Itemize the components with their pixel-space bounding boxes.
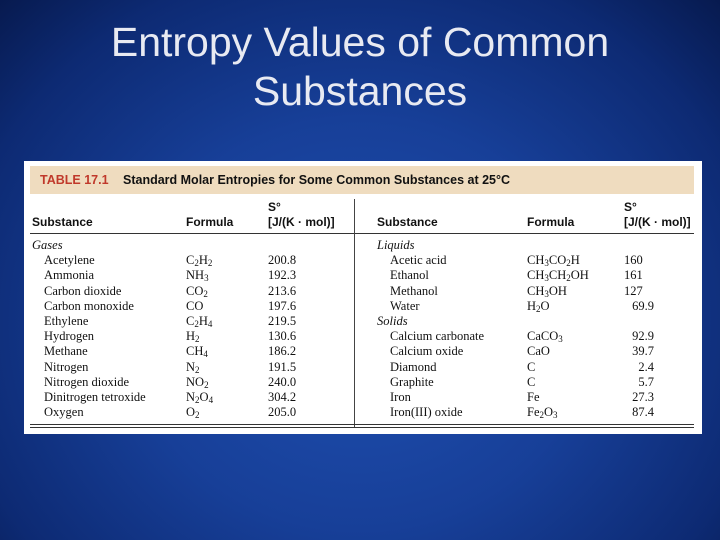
entropy-cell: 27.3 <box>632 390 654 404</box>
entropy-cell: 186.2 <box>268 344 297 359</box>
substance-cell: Nitrogen dioxide <box>44 374 130 389</box>
formula-cell: $C_2H_4$ <box>186 314 213 329</box>
formula-cell: $Fe_2O_3$ <box>527 405 558 421</box>
entropy-cell: 192.3 <box>268 268 297 283</box>
header-formula-right: Formula <box>527 215 575 229</box>
substance-cell: Hydrogen <box>44 329 94 344</box>
substance-cell: Calcium carbonate <box>390 329 485 344</box>
formula-cell: $CH_4$ <box>186 344 208 360</box>
entropy-cell: 160 <box>624 253 643 268</box>
entropy-cell: 39.7 <box>632 344 654 359</box>
substance-cell: Methanol <box>390 283 438 298</box>
formula-cell: $CH_3CH_2OH$ <box>527 268 589 284</box>
entropy-cell: 69.9 <box>632 298 654 313</box>
header-s-symbol-right: S° <box>624 200 637 214</box>
entropy-cell: 2.4 <box>638 359 654 374</box>
formula-cell: $H_2$ <box>186 329 200 345</box>
entropy-cell: 219.5 <box>268 314 297 328</box>
substance-cell: Carbon dioxide <box>44 283 122 298</box>
entropy-cell: 213.6 <box>268 283 297 298</box>
header-s-units-right: [J/(K · mol)] <box>624 215 691 229</box>
header-substance-right: Substance <box>377 215 438 229</box>
entropy-cell: 161 <box>624 268 643 283</box>
entropy-cell: 197.6 <box>268 298 297 313</box>
header-s-symbol-left: S° <box>268 200 281 214</box>
header-s-units-left: [J/(K · mol)] <box>268 215 335 229</box>
formula-cell: $N_2O_4$ <box>186 390 214 405</box>
formula-cell: $CO_2$ <box>186 283 208 299</box>
formula-cell: $H_2O$ <box>527 298 550 314</box>
substance-cell: Ethanol <box>390 268 429 283</box>
substance-cell: Carbon monoxide <box>44 298 134 313</box>
substance-cell: Graphite <box>390 374 434 389</box>
table-title: Standard Molar Entropies for Some Common Substances at 25°C <box>123 173 511 187</box>
slide-title-line-2: Substances <box>252 68 468 114</box>
entropy-cell: 130.6 <box>268 329 297 344</box>
category-solids: Solids <box>377 314 408 328</box>
column-divider <box>354 199 355 427</box>
header-formula-left: Formula <box>186 215 234 229</box>
substance-cell: Water <box>390 298 420 313</box>
substance-cell: Oxygen <box>44 405 84 420</box>
formula-cell: CaO <box>527 344 550 359</box>
substance-cell: Dinitrogen tetroxide <box>44 390 146 404</box>
entropy-cell: 200.8 <box>268 253 297 268</box>
substance-cell: Iron <box>390 390 411 404</box>
entropy-cell: 127 <box>624 283 643 298</box>
substance-cell: Ethylene <box>44 314 89 328</box>
formula-cell: CO <box>186 298 204 313</box>
entropy-cell: 191.5 <box>268 359 297 374</box>
substance-cell: Iron(III) oxide <box>390 405 463 420</box>
entropy-cell: 240.0 <box>268 374 297 389</box>
formula-cell: $CH_3CO_2H$ <box>527 253 580 269</box>
substance-cell: Acetic acid <box>390 253 447 268</box>
header-substance-left: Substance <box>32 215 93 229</box>
entropy-cell: 87.4 <box>632 405 654 420</box>
formula-cell: $O_2$ <box>186 405 200 421</box>
substance-cell: Ammonia <box>44 268 94 283</box>
entropy-table <box>24 161 702 434</box>
substance-cell: Diamond <box>390 359 437 374</box>
table-number: TABLE 17.1 <box>40 173 109 187</box>
table-caption <box>30 166 694 194</box>
entropy-cell: 5.7 <box>638 374 654 389</box>
slide-title <box>0 18 720 116</box>
substance-cell: Methane <box>44 344 88 359</box>
formula-cell: $N_2$ <box>186 359 200 375</box>
formula-cell: Fe <box>527 390 540 404</box>
formula-cell: $NH_3$ <box>186 268 209 284</box>
bottom-rule-1 <box>30 424 694 425</box>
formula-cell: C <box>527 359 536 374</box>
substance-cell: Calcium oxide <box>390 344 464 359</box>
formula-cell: CaCO$_3$ <box>527 329 563 345</box>
bottom-rule-2 <box>30 427 694 428</box>
substance-cell: Acetylene <box>44 253 95 268</box>
header-rule <box>30 233 694 234</box>
entropy-cell: 205.0 <box>268 405 297 420</box>
entropy-cell: 304.2 <box>268 390 297 404</box>
substance-cell: Nitrogen <box>44 359 89 374</box>
slide-title-line-1: Entropy Values of Common <box>110 19 610 65</box>
category-liquids: Liquids <box>377 238 415 252</box>
formula-cell: C <box>527 374 536 389</box>
formula-cell: $NO_2$ <box>186 374 209 390</box>
formula-cell: $CH_3OH$ <box>527 283 567 299</box>
formula-cell: $C_2H_2$ <box>186 253 213 269</box>
entropy-cell: 92.9 <box>632 329 654 344</box>
category-gases: Gases <box>32 238 63 252</box>
